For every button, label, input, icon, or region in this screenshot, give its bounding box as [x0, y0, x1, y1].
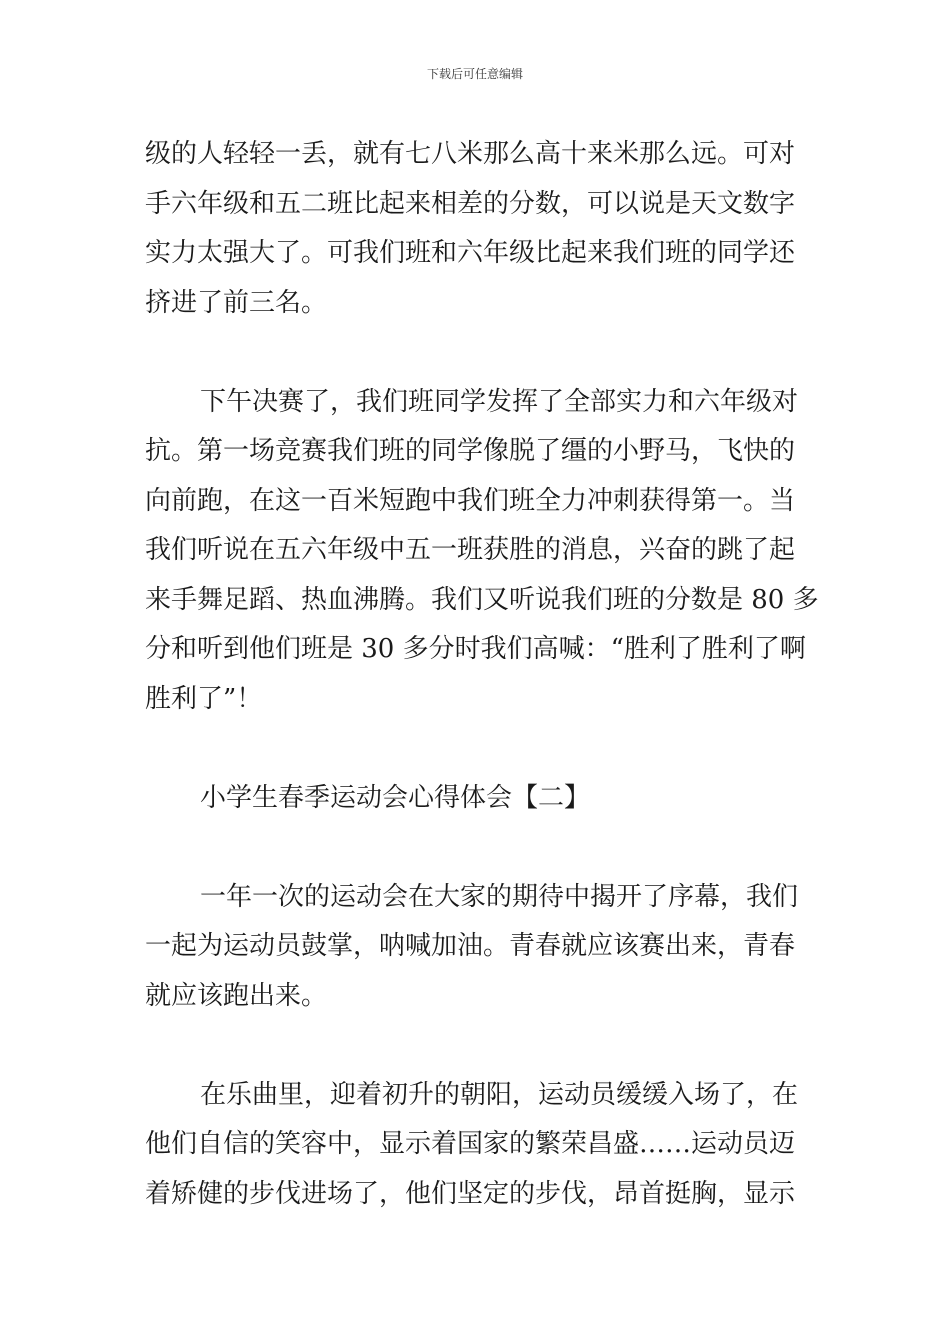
text-line: 一起为运动员鼓掌，呐喊加油。青春就应该赛出来，青春	[145, 931, 796, 961]
text-line: 实力太强大了。可我们班和六年级比起来我们班的同学还	[145, 238, 796, 268]
text-line: 在乐曲里，迎着初升的朝阳，运动员缓缓入场了，在	[200, 1079, 799, 1110]
document-body	[145, 130, 819, 1219]
text-line: 挤进了前三名。	[145, 287, 328, 318]
text-line: 他们自信的笑容中，显示着国家的繁荣昌盛……运动员迈	[145, 1129, 796, 1159]
text-line: 向前跑，在这一百米短跑中我们班全力冲刺获得第一。当	[145, 485, 796, 516]
text-line: 抗。第一场竞赛我们班的同学像脱了缰的小野马，飞快的	[145, 436, 796, 466]
paragraph-spacer	[145, 724, 810, 774]
text-line: 下午决赛了，我们班同学发挥了全部实力和六年级对	[200, 386, 799, 417]
text-line: 级的人轻轻一丢，就有七八米那么高十来米那么远。可对	[145, 139, 796, 169]
paragraph	[145, 1071, 810, 1220]
paragraph-spacer	[145, 823, 810, 873]
paragraph	[145, 378, 819, 725]
text-line: 手六年级和五二班比起来相差的分数，可以说是天文数字	[145, 188, 796, 219]
section-heading-text: 小学生春季运动会心得体会【二】	[200, 782, 591, 813]
text-line: 来手舞足蹈、热血沸腾。我们又听说我们班的分数是 80 多	[145, 584, 819, 615]
text-line: 我们听说在五六年级中五一班获胜的消息，兴奋的跳了起	[145, 535, 796, 565]
text-line: 胜利了”！	[145, 683, 263, 714]
text-line: 着矫健的步伐进场了，他们坚定的步伐，昂首挺胸，显示	[145, 1178, 796, 1209]
page-header: 下载后可任意编辑	[426, 67, 523, 81]
paragraph	[145, 130, 810, 328]
paragraph-spacer	[145, 1021, 810, 1071]
text-line: 分和听到他们班是 30 多分时我们高喊：“胜利了胜利了啊	[145, 634, 806, 664]
text-line: 一年一次的运动会在大家的期待中揭开了序幕，我们	[200, 881, 799, 912]
paragraph	[145, 873, 810, 1022]
text-line: 就应该跑出来。	[145, 980, 328, 1011]
paragraph-spacer	[145, 328, 810, 378]
section-heading	[145, 774, 810, 824]
